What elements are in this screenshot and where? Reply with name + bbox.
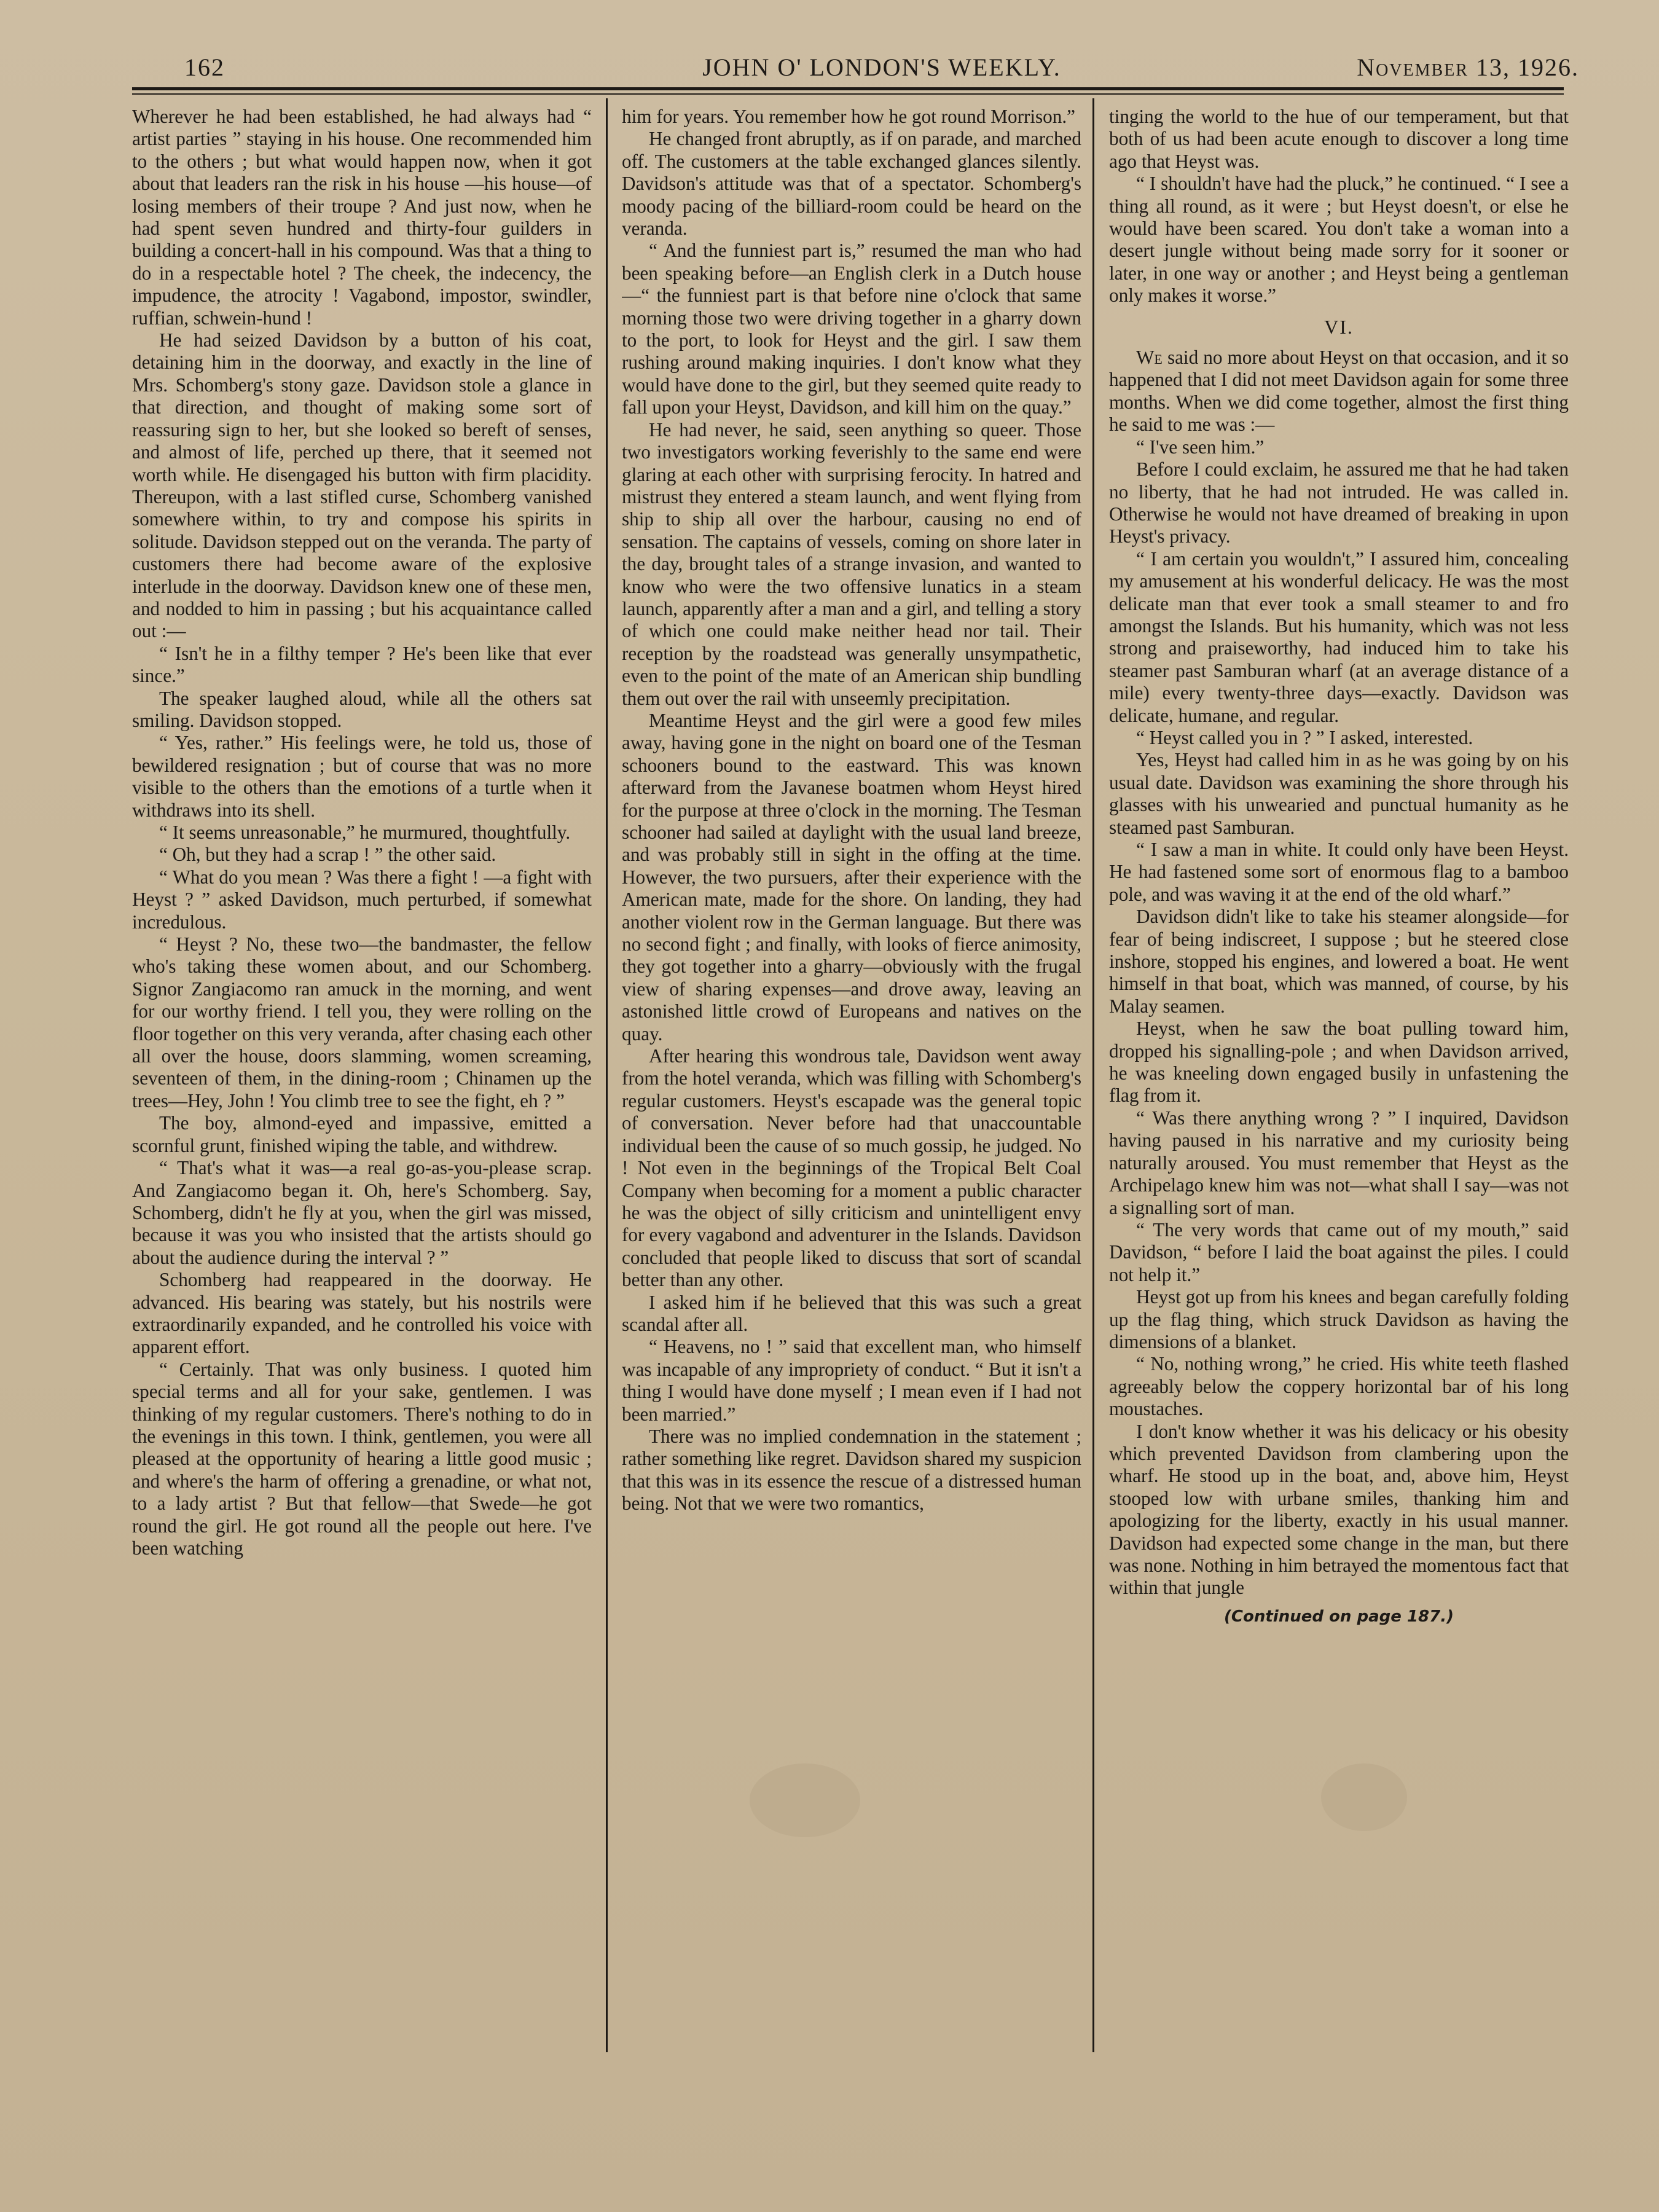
- paragraph: “ Oh, but they had a scrap ! ” the other said.: [159, 844, 496, 866]
- paragraph: The boy, almond-eyed and impassive, emitted a scornful grunt, finished wiping the table, and withdrew.: [132, 1112, 592, 1156]
- paragraph: him for years. You remember how he got round Morrison.”: [622, 106, 1075, 127]
- paragraph: Schomberg had reappeared in the doorway. He advanced. His bearing was stately, but his nostrils were extraordinarily expanded, and he controlled his voice with apparent effort.: [132, 1269, 592, 1358]
- page-number: 162: [184, 53, 225, 81]
- paragraph: I asked him if he believed that this was such a great scandal after all.: [622, 1291, 1081, 1335]
- paragraph: “ Heyst ? No, these two—the bandmaster, the fellow who's taking these women about, and our Schomberg. Signor Zangiacomo ran amuck in the morning, and went for our worthy friend. I tell you, they were rolling on the floor together on this very veranda, after chasing each other all over the house, doors slamming, women screaming, seventeen of them, in the dining-room ; Chinamen up the trees—Hey, John ! You climb tree to see the fight, eh ? ”: [132, 933, 592, 1112]
- issue-date: November 13, 1926.: [1357, 53, 1579, 81]
- paragraph: He had never, he said, seen anything so queer. Those two investigators working feverishly to the same end were glaring at each other with surprising ferocity. In hatred and mistrust they entered a steam launch, and went flying from ship to ship all over the harbour, causing no end of sensation. The captains of vessels, coming on shore later in the day, brought tales of a strange invasion, and wanted to know who were the two offensive lunatics in a steam launch, apparently after a man and a girl, and telling a story of which one could make neither head nor tail. Their reception by the roadstead was generally unsympathetic, even to the point of the mate of an American ship bundling them out over the rail with unseemly precipitation.: [622, 418, 1081, 709]
- continued-note: (Continued on page 187.): [1224, 1607, 1454, 1626]
- paragraph: Davidson didn't like to take his steamer alongside—for fear of being indiscreet, I suppose ; but he steered close inshore, stopped his engines, and lowered a boat. He went himself in that boat, which was manned, of course, by his Malay seamen.: [1109, 906, 1569, 1017]
- paragraph: “ Was there anything wrong ? ” I inquired, Davidson having paused in his narrative and my curiosity being naturally aroused. You must remember that Heyst as the Archipelago knew him was not—what shall I say—was not a signalling sort of man.: [1109, 1107, 1569, 1218]
- paragraph: “ It seems unreasonable,” he murmured, thoughtfully.: [159, 822, 571, 843]
- text-column-1: [132, 106, 592, 2041]
- paragraph: “ Isn't he in a filthy temper ? He's been like that ever since.”: [132, 642, 592, 687]
- publication-title: JOHN O' LONDON'S WEEKLY.: [702, 53, 1061, 81]
- text-column-2: [622, 106, 1081, 2041]
- paragraph: “ Yes, rather.” His feelings were, he told us, those of bewildered resignation ; but of course that was no more visible to the others than the emotions of a turtle when it withdraws into its shell.: [132, 732, 592, 821]
- column-divider: [1092, 98, 1094, 2052]
- paragraph: “ That's what it was—a real go-as-you-please scrap. And Zangiacomo began it. Oh, here's Schomberg. Say, Schomberg, didn't he fly at you, when the girl was missed, because it was you who insisted that the artists should go about the audience during the interval ? ”: [132, 1157, 592, 1268]
- paragraph: Wherever he had been established, he had always had “ artist parties ” staying in his house. One recommended him to the others ; but what would happen now, when it got about that leaders ran the risk in his house —his house—of losing members of their troupe ? And just now, when he had spent seven hundred and thirty-four guilders in building a concert-hall in his compound. Was that a thing to do in a respectable hotel ? The cheek, the indecency, the impudence, the atrocity ! Vagabond, impostor, swindler, ruffian, schwein-hund !: [132, 106, 592, 329]
- paragraph-text: said no more about Heyst on that occasion, and it so happened that I did not meet Davidson again for some three months. When we did come together, almost the first thing he said to me was :—: [1109, 347, 1569, 436]
- paragraph: “ I am certain you wouldn't,” I assured him, concealing my amusement at his wonderful delicacy. He was the most delicate man that ever took a small steamer to and fro amongst the Islands. But his humanity, which was not less strong and praiseworthy, had induced him to take his steamer past Samburan wharf (at an average distance of a mile) every twenty-three days—exactly. Davidson was delicate, humane, and regular.: [1109, 547, 1569, 726]
- paragraph: There was no implied condemnation in the statement ; rather something like regret. Davidson shared my suspicion that this was in its essence the rescue of a distressed human being. Not that we were two romantics,: [622, 1425, 1081, 1515]
- header-rule-thin: [132, 93, 1564, 95]
- paragraph: [1109, 347, 1569, 436]
- paragraph: “ Heyst called you in ? ” I asked, interested.: [1136, 726, 1473, 748]
- drop-cap-word: We: [1136, 347, 1163, 369]
- paragraph: Heyst got up from his knees and began carefully folding up the flag thing, which struck Davidson as having the dimensions of a blanket.: [1109, 1286, 1569, 1352]
- section-heading: VI.: [1324, 315, 1354, 338]
- paragraph: “ Heavens, no ! ” said that excellent man, who himself was incapable of any impropriety of conduct. “ But it isn't a thing I would have done myself ; I mean even if I had not been married.”: [622, 1336, 1081, 1425]
- paragraph: He changed front abruptly, as if on parade, and marched off. The customers at the table exchanged glances silently. Davidson's attitude was that of a spectator. Schomberg's moody pacing of the billiard-room could be heard on the veranda.: [622, 128, 1081, 240]
- paragraph: The speaker laughed aloud, while all the others sat smiling. Davidson stopped.: [132, 687, 592, 731]
- paragraph: tinging the world to the hue of our temperament, but that both of us had been acute enough to discover a long time ago that Heyst was.: [1109, 106, 1569, 172]
- paragraph: “ The very words that came out of my mouth,” said Davidson, “ before I laid the boat against the piles. I could not help it.”: [1109, 1218, 1569, 1285]
- paragraph: “ I shouldn't have had the pluck,” he continued. “ I see a thing all round, as it were ; but Heyst doesn't, or else he would have been scared. You don't take a woman into a desert jungle without being made sorry for it sooner or later, in one way or another ; and Heyst being a gentleman only makes it worse.”: [1109, 173, 1569, 307]
- paragraph: Meantime Heyst and the girl were a good few miles away, having gone in the night on board one of the Tesman schooners bound to the eastward. This was known afterward from the Javanese boatmen whom Heyst hired for the purpose at three o'clock in the morning. The Tesman schooner had sailed at daylight with the usual land breeze, and was probably still in sight in the offing at the time. However, the two pursuers, after their experience with the American mate, made for the shore. On landing, they had another violent row in the German language. But there was no second fight ; and finally, with looks of fierce animosity, they got together into a gharry—obviously with the frugal view of sharing expenses—and drove away, leaving an astonished little crowd of Europeans and natives on the quay.: [622, 709, 1081, 1045]
- header-rule: [132, 87, 1564, 90]
- paragraph: I don't know whether it was his delicacy or his obesity which prevented Davidson from clambering upon the wharf. He stood up in the boat, and, above him, Heyst stooped low with urbane smiles, thanking him and apologizing for the liberty, exactly in his usual manner. Davidson had expected some change in the man, but there was none. Nothing in him betrayed the momentous fact that within that jungle: [1109, 1420, 1569, 1599]
- paragraph: “ No, nothing wrong,” he cried. His white teeth flashed agreeably below the coppery horizontal bar of his long moustaches.: [1109, 1353, 1569, 1420]
- paragraph: After hearing this wondrous tale, Davidson went away from the hotel veranda, which was filling with Schomberg's regular customers. Heyst's escapade was the general topic of conversation. Never before had that unaccountable individual been the cause of so much gossip, he judged. No ! Not even in the beginnings of the Tropical Belt Coal Company when becoming for a moment a public character he was the object of silly criticism and unintelligent envy for every vagabond and adventurer in the Islands. Davidson concluded that people liked to discuss that sort of scandal better than any other.: [622, 1045, 1081, 1291]
- paragraph: “ Certainly. That was only business. I quoted him special terms and all for your sake, gentlemen. I was thinking of my regular customers. There's nothing to do in the evenings in this town. I think, gentlemen, you were all pleased at the opportunity of hearing a little good music ; and where's the harm of offering a grenadine, or what not, to a lady artist ? But that fellow—that Swede—he got round the girl. He got round all the people out here. I've been watching: [132, 1358, 592, 1559]
- paragraph: He had seized Davidson by a button of his coat, detaining him in the doorway, and exactly in the line of Mrs. Schomberg's stony gaze. Davidson stole a glance in that direction, and thought of making some sort of reassuring sign to her, but she looked so bereft of senses, and almost of life, perched up there, that it seemed not worth while. He disengaged his button with firm placidity. Thereupon, with a last stifled curse, Schomberg vanished somewhere within, to try and compose his spirits in solitude. Davidson stepped out on the veranda. The party of customers there had become aware of the explosive interlude in the doorway. Davidson knew one of these men, and nodded to him in passing ; but his acquaintance called out :—: [132, 329, 592, 642]
- column-divider: [606, 98, 608, 2052]
- page-header: [184, 48, 1579, 85]
- paragraph: “ What do you mean ? Was there a fight ! —a fight with Heyst ? ” asked Davidson, much perturbed, if somewhat incredulous.: [132, 866, 592, 933]
- paragraph: Before I could exclaim, he assured me that he had taken no liberty, that he had not intruded. He was called in. Otherwise he would not have dreamed of breaking in upon Heyst's privacy.: [1109, 458, 1569, 547]
- paragraph: “ I've seen him.”: [1136, 436, 1265, 458]
- paragraph: “ And the funniest part is,” resumed the man who had been speaking before—an English clerk in a Dutch house—“ the funniest part is that before nine o'clock that same morning those two were driving together in a gharry down to the port, to look for Heyst and the girl. I saw them rushing around making inquiries. I don't know what they would have done to the girl, but they seemed quite ready to fall upon your Heyst, Davidson, and kill him on the quay.”: [622, 240, 1081, 418]
- text-column-3: [1109, 106, 1569, 2041]
- paragraph: Heyst, when he saw the boat pulling toward him, dropped his signalling-pole ; and when Davidson arrived, he was kneeling down engaged busily in unfastening the flag from it.: [1109, 1018, 1569, 1107]
- paragraph: Yes, Heyst had called him in as he was going by on his usual date. Davidson was examining the shore through his glasses with his unwearied and punctual humanity as he steamed past Samburan.: [1109, 749, 1569, 838]
- paragraph: “ I saw a man in white. It could only have been Heyst. He had fastened some sort of enormous flag to a bamboo pole, and was waving it at the end of the old wharf.”: [1109, 839, 1569, 905]
